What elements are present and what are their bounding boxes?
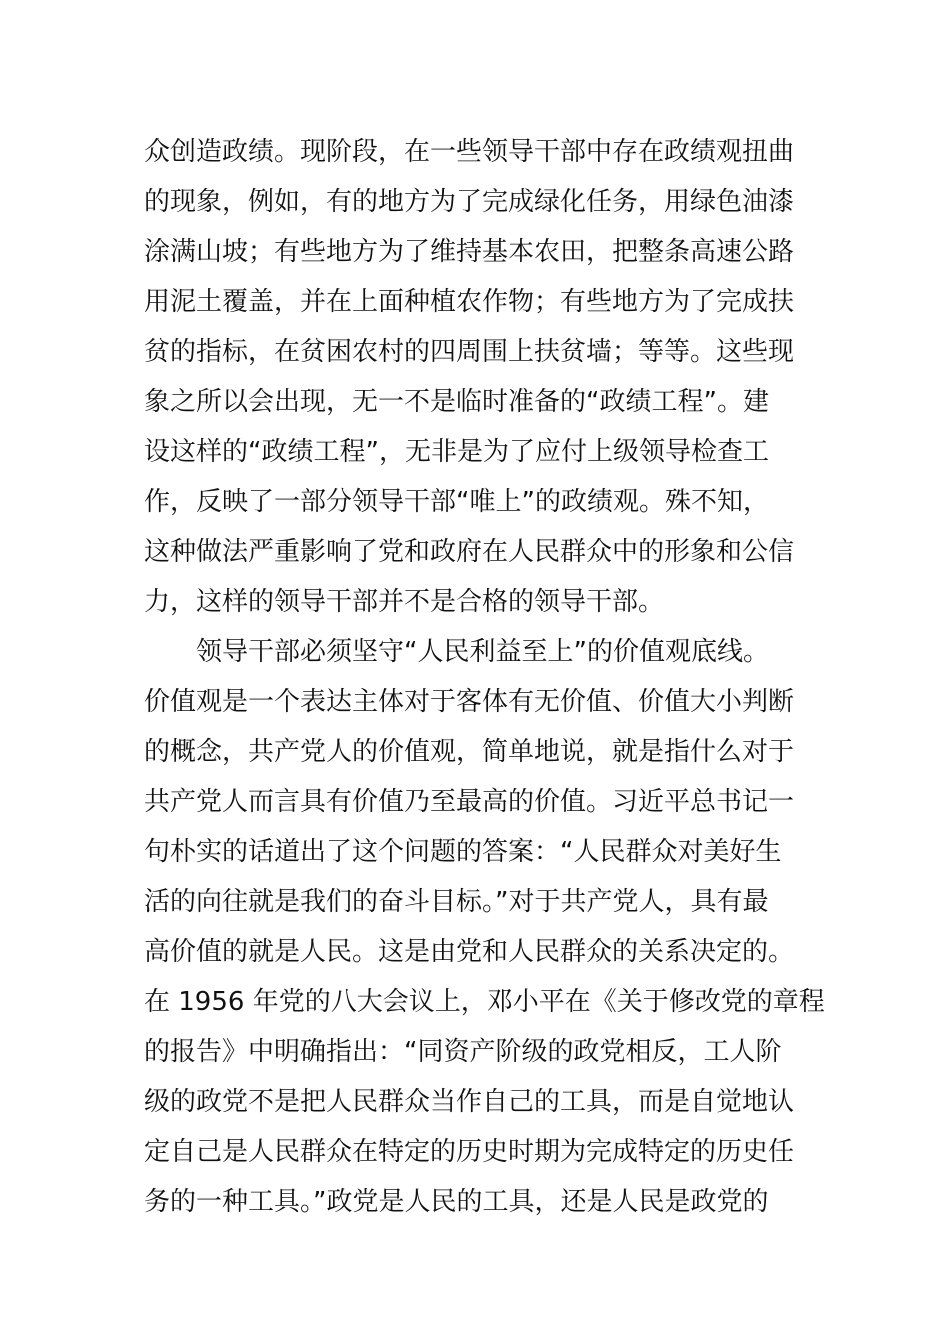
body-text [144,127,825,1227]
text-line: 作，反映了一部分领导干部“唯上”的政绩观。殊不知， [144,487,769,517]
text-line: 在 1956 年党的八大会议上，邓小平在《关于修改党的章程 [144,987,825,1017]
text-line: 涂满山坡；有些地方为了维持基本农田，把整条高速公路 [144,237,795,267]
text-line: 级的政党不是把人民群众当作自己的工具，而是自觉地认 [144,1087,795,1117]
text-line: 活的向往就是我们的奋斗目标。”对于共产党人，具有最 [144,887,769,917]
text-line: 句朴实的话道出了这个问题的答案：“人民群众对美好生 [144,837,782,867]
text-line: 定自己是人民群众在特定的历史时期为完成特定的历史任 [144,1137,795,1167]
paragraph-start-line: 领导干部必须坚守“人民利益至上”的价值观底线。 [196,637,769,667]
text-line: 的概念，共产党人的价值观，简单地说，就是指什么对于 [144,737,795,767]
text-line: 务的一种工具。”政党是人民的工具，还是人民是政党的 [144,1187,769,1217]
text-line: 的现象，例如，有的地方为了完成绿化任务，用绿色油漆 [144,187,795,217]
text-line: 用泥土覆盖，并在上面种植农作物；有些地方为了完成扶 [144,287,795,317]
text-line: 共产党人而言具有价值乃至最高的价值。习近平总书记一 [144,787,795,817]
text-line: 这种做法严重影响了党和政府在人民群众中的形象和公信 [144,537,795,567]
text-line: 众创造政绩。现阶段，在一些领导干部中存在政绩观扭曲 [144,137,795,167]
text-line: 价值观是一个表达主体对于客体有无价值、价值大小判断 [144,687,795,717]
text-line: 象之所以会出现，无一不是临时准备的“政绩工程”。建 [144,387,769,417]
text-line: 设这样的“政绩工程”，无非是为了应付上级领导检查工 [144,437,769,467]
text-line: 的报告》中明确指出：“同资产阶级的政党相反，工人阶 [144,1037,782,1067]
text-line: 力，这样的领导干部并不是合格的领导干部。 [144,587,665,617]
text-line: 贫的指标，在贫困农村的四周围上扶贫墙；等等。这些现 [144,337,795,367]
text-line: 高价值的就是人民。这是由党和人民群众的关系决定的。 [144,937,795,967]
